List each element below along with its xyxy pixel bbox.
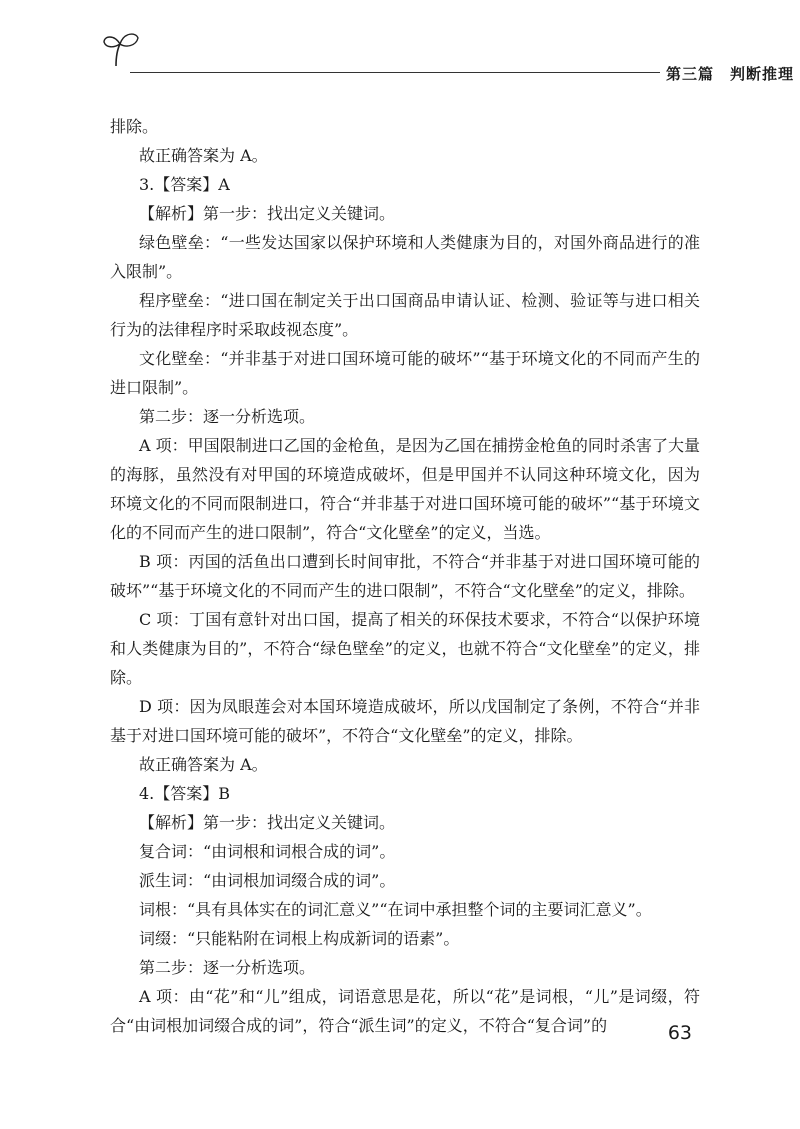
paragraph: 词缀：“只能粘附在词根上构成新词的语素”。: [139, 929, 460, 948]
page-header: [100, 28, 795, 83]
option-paragraph: D 项：因为凤眼莲会对本国环境造成破坏，所以戊国制定了条例，不符合“并非基于对进口国环境可能的破坏”，不符合“文化壁垒”的定义，排除。: [110, 697, 700, 745]
paragraph: 故正确答案为 A。: [139, 146, 268, 165]
paragraph: 程序壁垒：“进口国在制定关于出口国商品申请认证、检测、验证等与进口相关行为的法律程序时采取歧视态度”。: [110, 291, 700, 339]
page-number: 63: [667, 1022, 692, 1044]
paragraph: 第二步：逐一分析选项。: [139, 958, 316, 977]
answer-heading: 3.【答案】A: [139, 175, 230, 194]
paragraph: 排除。: [110, 117, 159, 136]
option-paragraph: B 项：丙国的活鱼出口遭到长时间审批，不符合“并非基于对进口国环境可能的破坏”“基于环境文化的不同而产生的进口限制”，不符合“文化壁垒”的定义，排除。: [110, 552, 700, 600]
page-content: [110, 112, 700, 1040]
answer-heading: 4.【答案】B: [139, 784, 231, 803]
paragraph: 绿色壁垒：“一些发达国家以保护环境和人类健康为目的，对国外商品进行的准入限制”。: [110, 233, 700, 281]
paragraph: 复合词：“由词根和词根合成的词”。: [139, 842, 396, 861]
option-paragraph: C 项：丁国有意针对出口国，提高了相关的环保技术要求，不符合“以保护环境和人类健康为目的”，不符合“绿色壁垒”的定义，也就不符合“文化壁垒”的定义，排除。: [110, 610, 700, 687]
paragraph: 故正确答案为 A。: [139, 755, 268, 774]
paragraph: 词根：“具有具体实在的词汇意义”“在词中承担整个词的主要词汇意义”。: [139, 900, 652, 919]
paragraph: 文化壁垒：“并非基于对进口国环境可能的破坏”“基于环境文化的不同而产生的进口限制”。: [110, 349, 700, 397]
header-title: 第三篇 判断推理: [666, 65, 795, 83]
analysis-heading: 【解析】第一步：找出定义关键词。: [139, 813, 396, 832]
sprout-icon: [100, 28, 146, 68]
header-rule-left: [130, 72, 660, 73]
option-paragraph: A 项：由“花”和“儿”组成，词语意思是花，所以“花”是词根，“儿”是词缀，符合“由词根加词缀合成的词”，符合“派生词”的定义，不符合“复合词”的: [110, 987, 700, 1035]
paragraph: 第二步：逐一分析选项。: [139, 407, 316, 426]
option-paragraph: A 项：甲国限制进口乙国的金枪鱼，是因为乙国在捕捞金枪鱼的同时杀害了大量的海豚，虽然没有对甲国的环境造成破坏，但是甲国并不认同这种环境文化，因为环境文化的不同而限制进口，符合“并非基于对进口国环境可能的破坏”“基于环境文化的不同而产生的进口限制”，符合“文化壁垒”的定义，当选。: [110, 436, 700, 542]
analysis-heading: 【解析】第一步：找出定义关键词。: [139, 204, 396, 223]
paragraph: 派生词：“由词根加词缀合成的词”。: [139, 871, 396, 890]
